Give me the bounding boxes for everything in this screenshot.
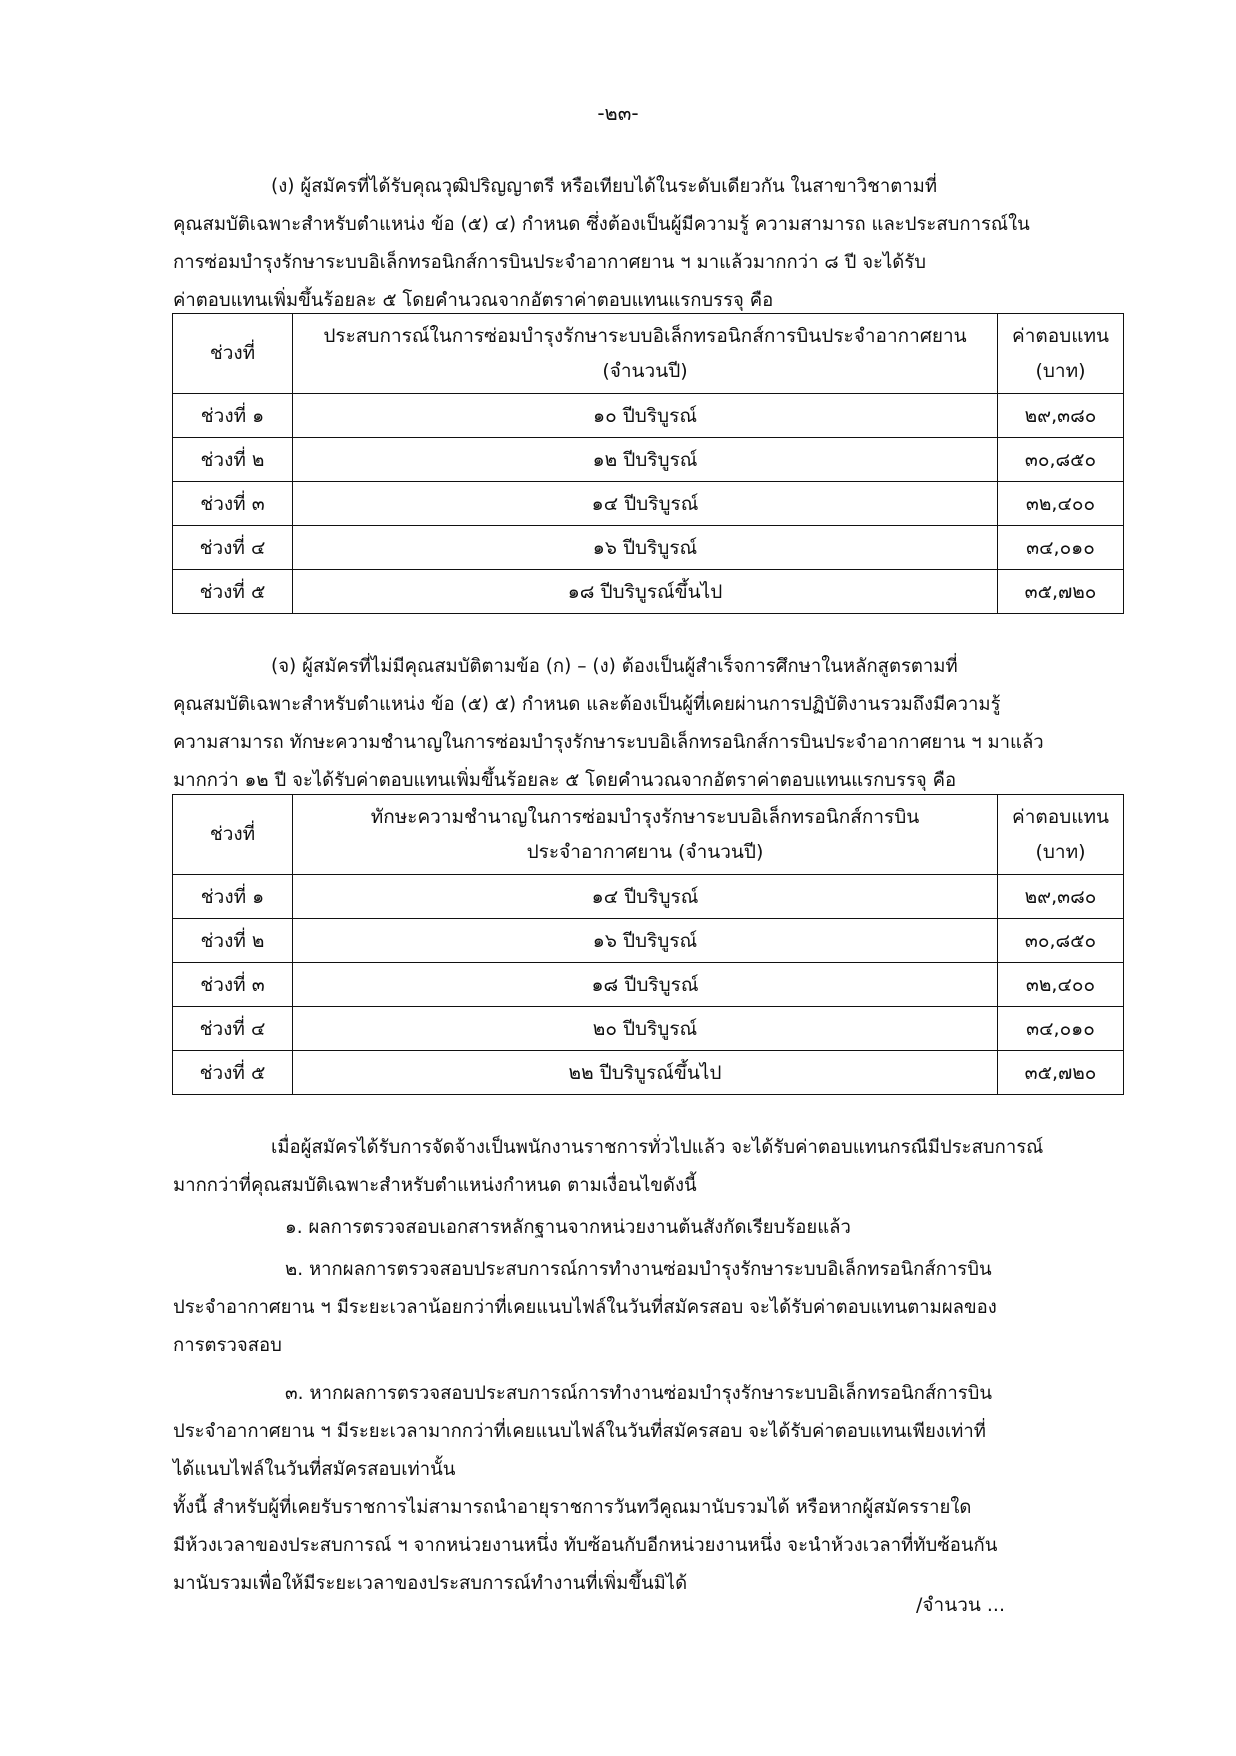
header-experience-line2: ประจำอากาศยาน (จำนวนปี) <box>526 840 764 863</box>
table-row <box>173 482 1124 526</box>
paragraph-line: การซ่อมบำรุงรักษาระบบอิเล็กทรอนิกส์การบินประจำอากาศยาน ฯ มาแล้วมากกว่า ๘ ปี จะได้รับ <box>173 252 926 273</box>
paragraph-line: คุณสมบัติเฉพาะสำหรับตำแหน่ง ข้อ (๕) ๔) กำหนด ซึ่งต้องเป็นผู้มีความรู้ ความสามารถ และประสบการณ์ใน <box>173 214 1030 235</box>
cell-period: ช่วงที่ ๑ <box>173 394 293 438</box>
header-pay-line2: (บาท) <box>1035 359 1086 382</box>
condition-item-3-line: ประจำอากาศยาน ฯ มีระยะเวลามากกว่าที่เคยแนบไฟล์ในวันที่สมัครสอบ จะได้รับค่าตอบแทนเพียงเท่าที่ <box>173 1421 986 1442</box>
table-header-row <box>173 314 1124 394</box>
cell-pay: ๓๐,๘๕๐ <box>998 438 1124 482</box>
table-row <box>173 570 1124 614</box>
cell-pay: ๒๙,๓๘๐ <box>998 394 1124 438</box>
table-row <box>173 919 1124 963</box>
condition-note-line: ทั้งนี้ สำหรับผู้ที่เคยรับราชการไม่สามารถนำอายุราชการวันทวีคูณมานับรวมได้ หรือหากผู้สมัครรายใด <box>173 1497 972 1518</box>
cell-period: ช่วงที่ ๒ <box>173 438 293 482</box>
cell-pay: ๓๐,๘๕๐ <box>998 919 1124 963</box>
table-row <box>173 875 1124 919</box>
cell-period: ช่วงที่ ๔ <box>173 1007 293 1051</box>
header-pay <box>998 314 1124 394</box>
cell-period: ช่วงที่ ๑ <box>173 875 293 919</box>
header-experience-line1: ประสบการณ์ในการซ่อมบำรุงรักษาระบบอิเล็กทรอนิกส์การบินประจำอากาศยาน <box>323 324 967 347</box>
cell-period: ช่วงที่ ๔ <box>173 526 293 570</box>
header-experience-line1: ทักษะความชำนาญในการซ่อมบำรุงรักษาระบบอิเล็กทรอนิกส์การบิน <box>370 805 920 828</box>
table-row <box>173 438 1124 482</box>
compensation-table-2 <box>172 794 1124 1095</box>
table-row <box>173 1007 1124 1051</box>
cell-pay: ๓๒,๔๐๐ <box>998 482 1124 526</box>
condition-item-1: ๑. ผลการตรวจสอบเอกสารหลักฐานจากหน่วยงานต้นสังกัดเรียบร้อยแล้ว <box>285 1217 851 1238</box>
page-number: -๒๓- <box>597 101 639 125</box>
cell-period: ช่วงที่ ๓ <box>173 963 293 1007</box>
header-period: ช่วงที่ <box>173 314 293 394</box>
cell-period: ช่วงที่ ๕ <box>173 570 293 614</box>
table-header-row <box>173 795 1124 875</box>
cell-years: ๑๖ ปีบริบูรณ์ <box>293 919 998 963</box>
cell-pay: ๓๔,๐๑๐ <box>998 526 1124 570</box>
condition-note-line: มีห้วงเวลาของประสบการณ์ ฯ จากหน่วยงานหนึ่ง ทับซ้อนกับอีกหน่วยงานหนึ่ง จะนำห้วงเวลาที่ทับซ้อนกัน <box>173 1535 998 1556</box>
cell-years: ๑๘ ปีบริบูรณ์ <box>293 963 998 1007</box>
continued-footer: /จำนวน ... <box>916 1594 1006 1616</box>
header-pay <box>998 795 1124 875</box>
cell-period: ช่วงที่ ๕ <box>173 1051 293 1095</box>
header-pay-line1: ค่าตอบแทน <box>1012 324 1109 347</box>
cell-pay: ๓๔,๐๑๐ <box>998 1007 1124 1051</box>
table-row <box>173 394 1124 438</box>
cell-pay: ๓๒,๔๐๐ <box>998 963 1124 1007</box>
table-row <box>173 963 1124 1007</box>
table-row <box>173 1051 1124 1095</box>
cell-years: ๑๒ ปีบริบูรณ์ <box>293 438 998 482</box>
cell-years: ๑๔ ปีบริบูรณ์ <box>293 482 998 526</box>
cell-years: ๒๐ ปีบริบูรณ์ <box>293 1007 998 1051</box>
conditions-intro-line: มากกว่าที่คุณสมบัติเฉพาะสำหรับตำแหน่งกำหนด ตามเงื่อนไขดังนี้ <box>173 1175 697 1196</box>
cell-years: ๒๒ ปีบริบูรณ์ขึ้นไป <box>293 1051 998 1095</box>
conditions-intro-line: เมื่อผู้สมัครได้รับการจัดจ้างเป็นพนักงานราชการทั่วไปแล้ว จะได้รับค่าตอบแทนกรณีมีประสบการณ์ <box>271 1137 1044 1158</box>
condition-item-2-line: ประจำอากาศยาน ฯ มีระยะเวลาน้อยกว่าที่เคยแนบไฟล์ในวันที่สมัครสอบ จะได้รับค่าตอบแทนตามผลของ <box>173 1297 997 1318</box>
paragraph-ng <box>173 168 1123 320</box>
condition-item-2-line: การตรวจสอบ <box>173 1335 282 1356</box>
condition-item-3-line: ๓. หากผลการตรวจสอบประสบการณ์การทำงานซ่อมบำรุงรักษาระบบอิเล็กทรอนิกส์การบิน <box>285 1383 993 1404</box>
cell-pay: ๓๕,๗๒๐ <box>998 1051 1124 1095</box>
header-period: ช่วงที่ <box>173 795 293 875</box>
table-row <box>173 526 1124 570</box>
cell-pay: ๒๙,๓๘๐ <box>998 875 1124 919</box>
header-pay-line1: ค่าตอบแทน <box>1012 805 1109 828</box>
cell-years: ๑๐ ปีบริบูรณ์ <box>293 394 998 438</box>
conditions-section <box>173 1129 1123 1603</box>
condition-note-line: มานับรวมเพื่อให้มีระยะเวลาของประสบการณ์ทำงานที่เพิ่มขึ้นมิได้ <box>173 1573 688 1594</box>
paragraph-line: (จ) ผู้สมัครที่ไม่มีคุณสมบัติตามข้อ (ก) – (ง) ต้องเป็นผู้สำเร็จการศึกษาในหลักสูตรตามที่ <box>271 656 958 677</box>
header-experience <box>293 795 998 875</box>
cell-years: ๑๔ ปีบริบูรณ์ <box>293 875 998 919</box>
condition-item-3-line: ได้แนบไฟล์ในวันที่สมัครสอบเท่านั้น <box>173 1459 456 1480</box>
paragraph-ch <box>173 648 1123 800</box>
cell-pay: ๓๕,๗๒๐ <box>998 570 1124 614</box>
header-pay-line2: (บาท) <box>1035 840 1086 863</box>
cell-years: ๑๖ ปีบริบูรณ์ <box>293 526 998 570</box>
paragraph-line: ความสามารถ ทักษะความชำนาญในการซ่อมบำรุงรักษาระบบอิเล็กทรอนิกส์การบินประจำอากาศยาน ฯ มาแล้ว <box>173 732 1044 753</box>
condition-item-2-line: ๒. หากผลการตรวจสอบประสบการณ์การทำงานซ่อมบำรุงรักษาระบบอิเล็กทรอนิกส์การบิน <box>285 1259 992 1280</box>
paragraph-line: มากกว่า ๑๒ ปี จะได้รับค่าตอบแทนเพิ่มขึ้นร้อยละ ๕ โดยคำนวณจากอัตราค่าตอบแทนแรกบรรจุ คือ <box>173 770 957 791</box>
paragraph-line: (ง) ผู้สมัครที่ได้รับคุณวุฒิปริญญาตรี หรือเทียบได้ในระดับเดียวกัน ในสาขาวิชาตามที่ <box>271 176 938 197</box>
cell-years: ๑๘ ปีบริบูรณ์ขึ้นไป <box>293 570 998 614</box>
cell-period: ช่วงที่ ๒ <box>173 919 293 963</box>
cell-period: ช่วงที่ ๓ <box>173 482 293 526</box>
paragraph-line: ค่าตอบแทนเพิ่มขึ้นร้อยละ ๕ โดยคำนวณจากอัตราค่าตอบแทนแรกบรรจุ คือ <box>173 290 774 311</box>
compensation-table-1 <box>172 313 1124 614</box>
header-experience <box>293 314 998 394</box>
header-experience-line2: (จำนวนปี) <box>602 359 688 382</box>
paragraph-line: คุณสมบัติเฉพาะสำหรับตำแหน่ง ข้อ (๕) ๕) กำหนด และต้องเป็นผู้ที่เคยผ่านการปฏิบัติงานรวมถึงมีความรู้ <box>173 694 1001 715</box>
